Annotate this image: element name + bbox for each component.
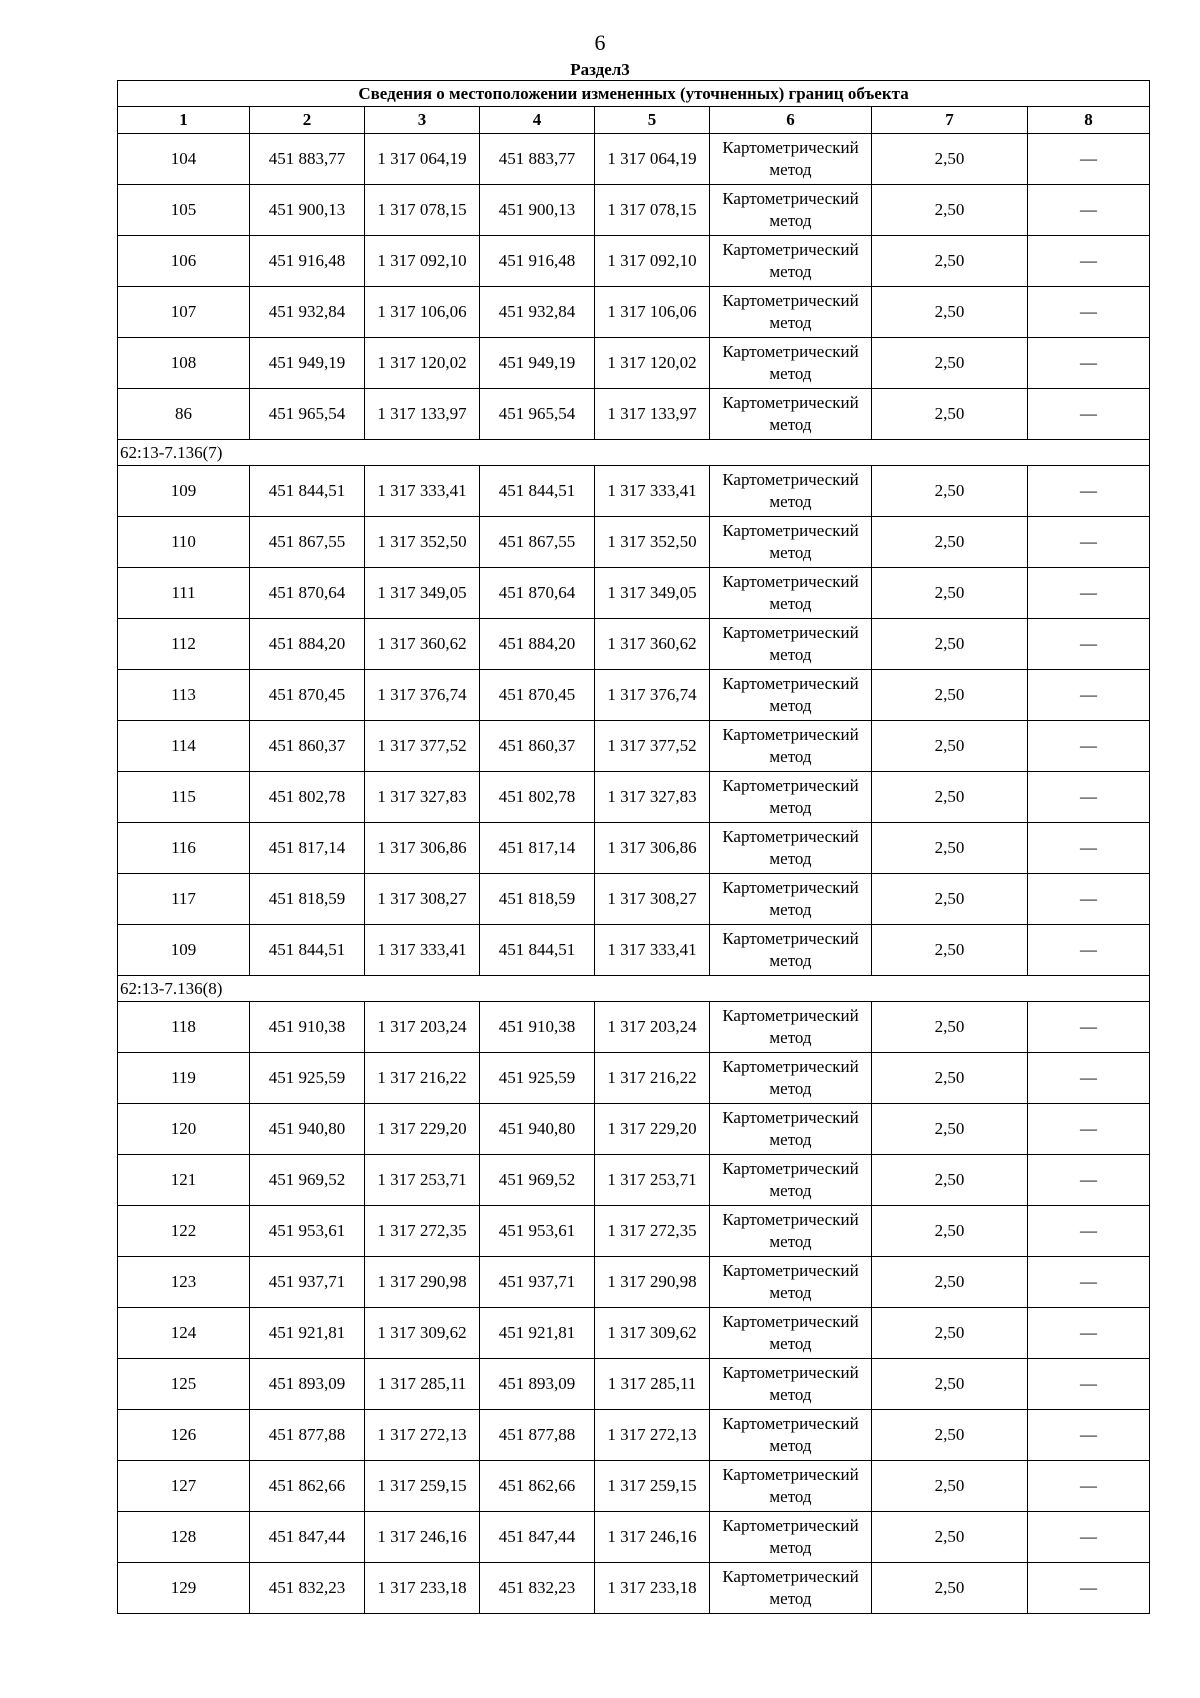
- existing-x-cell: 451 862,66: [250, 1461, 365, 1512]
- table-row: [118, 1155, 1150, 1206]
- existing-y-cell: 1 317 309,62: [365, 1308, 480, 1359]
- existing-y-cell: 1 317 246,16: [365, 1512, 480, 1563]
- existing-x-cell: 451 844,51: [250, 466, 365, 517]
- refined-x-cell: 451 844,51: [480, 466, 595, 517]
- point-number-cell: 122: [118, 1206, 250, 1257]
- note-cell: —: [1028, 721, 1150, 772]
- note-cell: —: [1028, 287, 1150, 338]
- refined-y-cell: 1 317 216,22: [595, 1053, 710, 1104]
- existing-x-cell: 451 870,64: [250, 568, 365, 619]
- note-cell: —: [1028, 619, 1150, 670]
- column-number: 2: [250, 107, 365, 134]
- existing-x-cell: 451 940,80: [250, 1104, 365, 1155]
- method-cell: Картометрический метод: [710, 670, 872, 721]
- existing-y-cell: 1 317 253,71: [365, 1155, 480, 1206]
- refined-x-cell: 451 949,19: [480, 338, 595, 389]
- method-cell: Картометрический метод: [710, 517, 872, 568]
- existing-x-cell: 451 844,51: [250, 925, 365, 976]
- point-number-cell: 86: [118, 389, 250, 440]
- method-cell: Картометрический метод: [710, 1410, 872, 1461]
- table-row: [118, 287, 1150, 338]
- existing-y-cell: 1 317 203,24: [365, 1002, 480, 1053]
- note-cell: —: [1028, 823, 1150, 874]
- refined-y-cell: 1 317 272,35: [595, 1206, 710, 1257]
- refined-x-cell: 451 883,77: [480, 134, 595, 185]
- method-cell: Картометрический метод: [710, 236, 872, 287]
- note-cell: —: [1028, 466, 1150, 517]
- refined-y-cell: 1 317 078,15: [595, 185, 710, 236]
- method-cell: Картометрический метод: [710, 568, 872, 619]
- note-cell: —: [1028, 772, 1150, 823]
- refined-x-cell: 451 893,09: [480, 1359, 595, 1410]
- point-number-cell: 112: [118, 619, 250, 670]
- existing-x-cell: 451 893,09: [250, 1359, 365, 1410]
- refined-y-cell: 1 317 203,24: [595, 1002, 710, 1053]
- existing-y-cell: 1 317 327,83: [365, 772, 480, 823]
- accuracy-cell: 2,50: [872, 670, 1028, 721]
- column-number: 1: [118, 107, 250, 134]
- accuracy-cell: 2,50: [872, 1053, 1028, 1104]
- existing-x-cell: 451 969,52: [250, 1155, 365, 1206]
- refined-x-cell: 451 925,59: [480, 1053, 595, 1104]
- accuracy-cell: 2,50: [872, 1512, 1028, 1563]
- existing-x-cell: 451 832,23: [250, 1563, 365, 1614]
- refined-x-cell: 451 916,48: [480, 236, 595, 287]
- table-row: [118, 568, 1150, 619]
- existing-x-cell: 451 847,44: [250, 1512, 365, 1563]
- point-number-cell: 129: [118, 1563, 250, 1614]
- accuracy-cell: 2,50: [872, 619, 1028, 670]
- refined-x-cell: 451 932,84: [480, 287, 595, 338]
- note-cell: —: [1028, 1206, 1150, 1257]
- accuracy-cell: 2,50: [872, 568, 1028, 619]
- refined-x-cell: 451 867,55: [480, 517, 595, 568]
- existing-y-cell: 1 317 106,06: [365, 287, 480, 338]
- point-number-cell: 111: [118, 568, 250, 619]
- existing-x-cell: 451 802,78: [250, 772, 365, 823]
- accuracy-cell: 2,50: [872, 236, 1028, 287]
- existing-x-cell: 451 817,14: [250, 823, 365, 874]
- accuracy-cell: 2,50: [872, 823, 1028, 874]
- accuracy-cell: 2,50: [872, 874, 1028, 925]
- column-number: 4: [480, 107, 595, 134]
- existing-x-cell: 451 916,48: [250, 236, 365, 287]
- existing-x-cell: 451 877,88: [250, 1410, 365, 1461]
- method-cell: Картометрический метод: [710, 338, 872, 389]
- refined-x-cell: 451 862,66: [480, 1461, 595, 1512]
- note-cell: —: [1028, 925, 1150, 976]
- point-number-cell: 105: [118, 185, 250, 236]
- refined-x-cell: 451 817,14: [480, 823, 595, 874]
- existing-y-cell: 1 317 333,41: [365, 466, 480, 517]
- refined-y-cell: 1 317 092,10: [595, 236, 710, 287]
- refined-y-cell: 1 317 272,13: [595, 1410, 710, 1461]
- point-number-cell: 126: [118, 1410, 250, 1461]
- refined-x-cell: 451 877,88: [480, 1410, 595, 1461]
- refined-x-cell: 451 818,59: [480, 874, 595, 925]
- refined-y-cell: 1 317 120,02: [595, 338, 710, 389]
- note-cell: —: [1028, 670, 1150, 721]
- accuracy-cell: 2,50: [872, 1002, 1028, 1053]
- table-row: [118, 721, 1150, 772]
- existing-y-cell: 1 317 259,15: [365, 1461, 480, 1512]
- existing-y-cell: 1 317 092,10: [365, 236, 480, 287]
- method-cell: Картометрический метод: [710, 389, 872, 440]
- point-number-cell: 104: [118, 134, 250, 185]
- point-number-cell: 114: [118, 721, 250, 772]
- method-cell: Картометрический метод: [710, 619, 872, 670]
- point-number-cell: 110: [118, 517, 250, 568]
- refined-y-cell: 1 317 133,97: [595, 389, 710, 440]
- refined-y-cell: 1 317 308,27: [595, 874, 710, 925]
- accuracy-cell: 2,50: [872, 772, 1028, 823]
- point-number-cell: 124: [118, 1308, 250, 1359]
- existing-x-cell: 451 921,81: [250, 1308, 365, 1359]
- method-cell: Картометрический метод: [710, 466, 872, 517]
- refined-x-cell: 451 937,71: [480, 1257, 595, 1308]
- existing-x-cell: 451 953,61: [250, 1206, 365, 1257]
- existing-y-cell: 1 317 349,05: [365, 568, 480, 619]
- existing-x-cell: 451 860,37: [250, 721, 365, 772]
- refined-x-cell: 451 953,61: [480, 1206, 595, 1257]
- method-cell: Картометрический метод: [710, 1206, 872, 1257]
- refined-y-cell: 1 317 285,11: [595, 1359, 710, 1410]
- existing-y-cell: 1 317 233,18: [365, 1563, 480, 1614]
- note-cell: —: [1028, 1308, 1150, 1359]
- point-number-cell: 106: [118, 236, 250, 287]
- refined-y-cell: 1 317 064,19: [595, 134, 710, 185]
- table-row: [118, 236, 1150, 287]
- refined-x-cell: 451 969,52: [480, 1155, 595, 1206]
- table-caption: Сведения о местоположении измененных (уточненных) границ объекта: [118, 81, 1150, 107]
- contour-group-row: [118, 440, 1150, 466]
- accuracy-cell: 2,50: [872, 1563, 1028, 1614]
- existing-y-cell: 1 317 078,15: [365, 185, 480, 236]
- existing-y-cell: 1 317 306,86: [365, 823, 480, 874]
- existing-y-cell: 1 317 229,20: [365, 1104, 480, 1155]
- refined-x-cell: 451 921,81: [480, 1308, 595, 1359]
- point-number-cell: 109: [118, 466, 250, 517]
- point-number-cell: 118: [118, 1002, 250, 1053]
- note-cell: —: [1028, 389, 1150, 440]
- refined-y-cell: 1 317 106,06: [595, 287, 710, 338]
- note-cell: —: [1028, 1257, 1150, 1308]
- refined-x-cell: 451 860,37: [480, 721, 595, 772]
- existing-y-cell: 1 317 285,11: [365, 1359, 480, 1410]
- table-row: [118, 338, 1150, 389]
- refined-y-cell: 1 317 333,41: [595, 466, 710, 517]
- method-cell: Картометрический метод: [710, 1257, 872, 1308]
- existing-y-cell: 1 317 376,74: [365, 670, 480, 721]
- table-row: [118, 1410, 1150, 1461]
- point-number-cell: 128: [118, 1512, 250, 1563]
- note-cell: —: [1028, 517, 1150, 568]
- point-number-cell: 120: [118, 1104, 250, 1155]
- note-cell: —: [1028, 1359, 1150, 1410]
- refined-y-cell: 1 317 259,15: [595, 1461, 710, 1512]
- existing-x-cell: 451 867,55: [250, 517, 365, 568]
- refined-x-cell: 451 870,64: [480, 568, 595, 619]
- accuracy-cell: 2,50: [872, 1206, 1028, 1257]
- column-number: 3: [365, 107, 480, 134]
- refined-y-cell: 1 317 229,20: [595, 1104, 710, 1155]
- table-row: [118, 1512, 1150, 1563]
- existing-y-cell: 1 317 272,13: [365, 1410, 480, 1461]
- point-number-cell: 115: [118, 772, 250, 823]
- refined-x-cell: 451 900,13: [480, 185, 595, 236]
- note-cell: —: [1028, 236, 1150, 287]
- accuracy-cell: 2,50: [872, 1308, 1028, 1359]
- existing-x-cell: 451 965,54: [250, 389, 365, 440]
- table-row: [118, 1257, 1150, 1308]
- existing-x-cell: 451 910,38: [250, 1002, 365, 1053]
- contour-group-row: [118, 976, 1150, 1002]
- column-number-row: [118, 107, 1150, 134]
- refined-y-cell: 1 317 349,05: [595, 568, 710, 619]
- note-cell: —: [1028, 1512, 1150, 1563]
- note-cell: —: [1028, 185, 1150, 236]
- point-number-cell: 125: [118, 1359, 250, 1410]
- table-row: [118, 1563, 1150, 1614]
- note-cell: —: [1028, 338, 1150, 389]
- refined-x-cell: 451 884,20: [480, 619, 595, 670]
- existing-x-cell: 451 870,45: [250, 670, 365, 721]
- table-row: [118, 619, 1150, 670]
- method-cell: Картометрический метод: [710, 772, 872, 823]
- method-cell: Картометрический метод: [710, 1563, 872, 1614]
- existing-y-cell: 1 317 360,62: [365, 619, 480, 670]
- refined-y-cell: 1 317 376,74: [595, 670, 710, 721]
- table-row: [118, 1461, 1150, 1512]
- note-cell: —: [1028, 568, 1150, 619]
- table-row: [118, 874, 1150, 925]
- point-number-cell: 117: [118, 874, 250, 925]
- existing-x-cell: 451 883,77: [250, 134, 365, 185]
- point-number-cell: 109: [118, 925, 250, 976]
- method-cell: Картометрический метод: [710, 1155, 872, 1206]
- table-row: [118, 1002, 1150, 1053]
- table-row: [118, 185, 1150, 236]
- existing-y-cell: 1 317 272,35: [365, 1206, 480, 1257]
- method-cell: Картометрический метод: [710, 1053, 872, 1104]
- accuracy-cell: 2,50: [872, 287, 1028, 338]
- refined-y-cell: 1 317 253,71: [595, 1155, 710, 1206]
- refined-x-cell: 451 910,38: [480, 1002, 595, 1053]
- table-row: [118, 1104, 1150, 1155]
- note-cell: —: [1028, 874, 1150, 925]
- refined-x-cell: 451 847,44: [480, 1512, 595, 1563]
- table-row: [118, 1053, 1150, 1104]
- existing-y-cell: 1 317 352,50: [365, 517, 480, 568]
- refined-x-cell: 451 965,54: [480, 389, 595, 440]
- contour-group-label: 62:13-7.136(8): [118, 976, 1150, 1002]
- refined-y-cell: 1 317 306,86: [595, 823, 710, 874]
- existing-y-cell: 1 317 308,27: [365, 874, 480, 925]
- method-cell: Картометрический метод: [710, 1308, 872, 1359]
- method-cell: Картометрический метод: [710, 1359, 872, 1410]
- table-row: [118, 1359, 1150, 1410]
- refined-y-cell: 1 317 333,41: [595, 925, 710, 976]
- note-cell: —: [1028, 134, 1150, 185]
- note-cell: —: [1028, 1410, 1150, 1461]
- refined-x-cell: 451 832,23: [480, 1563, 595, 1614]
- refined-y-cell: 1 317 309,62: [595, 1308, 710, 1359]
- refined-y-cell: 1 317 327,83: [595, 772, 710, 823]
- coordinates-table: [117, 80, 1150, 1614]
- refined-x-cell: 451 844,51: [480, 925, 595, 976]
- existing-y-cell: 1 317 216,22: [365, 1053, 480, 1104]
- existing-x-cell: 451 818,59: [250, 874, 365, 925]
- refined-y-cell: 1 317 233,18: [595, 1563, 710, 1614]
- accuracy-cell: 2,50: [872, 1461, 1028, 1512]
- method-cell: Картометрический метод: [710, 1002, 872, 1053]
- accuracy-cell: 2,50: [872, 389, 1028, 440]
- table-row: [118, 389, 1150, 440]
- method-cell: Картометрический метод: [710, 1104, 872, 1155]
- section-title: Раздел3: [570, 60, 630, 79]
- accuracy-cell: 2,50: [872, 1104, 1028, 1155]
- table-row: [118, 1308, 1150, 1359]
- method-cell: Картометрический метод: [710, 823, 872, 874]
- table-row: [118, 772, 1150, 823]
- method-cell: Картометрический метод: [710, 134, 872, 185]
- accuracy-cell: 2,50: [872, 1257, 1028, 1308]
- accuracy-cell: 2,50: [872, 134, 1028, 185]
- refined-x-cell: 451 802,78: [480, 772, 595, 823]
- refined-y-cell: 1 317 246,16: [595, 1512, 710, 1563]
- table-row: [118, 466, 1150, 517]
- point-number-cell: 107: [118, 287, 250, 338]
- note-cell: —: [1028, 1002, 1150, 1053]
- method-cell: Картометрический метод: [710, 925, 872, 976]
- column-number: 6: [710, 107, 872, 134]
- point-number-cell: 116: [118, 823, 250, 874]
- table-row: [118, 670, 1150, 721]
- method-cell: Картометрический метод: [710, 287, 872, 338]
- point-number-cell: 121: [118, 1155, 250, 1206]
- column-number: 5: [595, 107, 710, 134]
- contour-group-label: 62:13-7.136(7): [118, 440, 1150, 466]
- method-cell: Картометрический метод: [710, 185, 872, 236]
- existing-x-cell: 451 932,84: [250, 287, 365, 338]
- accuracy-cell: 2,50: [872, 338, 1028, 389]
- accuracy-cell: 2,50: [872, 925, 1028, 976]
- point-number-cell: 123: [118, 1257, 250, 1308]
- existing-y-cell: 1 317 333,41: [365, 925, 480, 976]
- table-row: [118, 134, 1150, 185]
- existing-y-cell: 1 317 133,97: [365, 389, 480, 440]
- existing-y-cell: 1 317 377,52: [365, 721, 480, 772]
- accuracy-cell: 2,50: [872, 1359, 1028, 1410]
- table-row: [118, 925, 1150, 976]
- existing-y-cell: 1 317 290,98: [365, 1257, 480, 1308]
- table-row: [118, 1206, 1150, 1257]
- existing-x-cell: 451 900,13: [250, 185, 365, 236]
- method-cell: Картометрический метод: [710, 874, 872, 925]
- point-number-cell: 113: [118, 670, 250, 721]
- method-cell: Картометрический метод: [710, 1512, 872, 1563]
- accuracy-cell: 2,50: [872, 1155, 1028, 1206]
- refined-y-cell: 1 317 290,98: [595, 1257, 710, 1308]
- refined-y-cell: 1 317 360,62: [595, 619, 710, 670]
- refined-x-cell: 451 870,45: [480, 670, 595, 721]
- existing-y-cell: 1 317 120,02: [365, 338, 480, 389]
- existing-x-cell: 451 884,20: [250, 619, 365, 670]
- accuracy-cell: 2,50: [872, 185, 1028, 236]
- existing-y-cell: 1 317 064,19: [365, 134, 480, 185]
- refined-x-cell: 451 940,80: [480, 1104, 595, 1155]
- table-row: [118, 823, 1150, 874]
- page-number: 6: [594, 30, 606, 55]
- note-cell: —: [1028, 1461, 1150, 1512]
- existing-x-cell: 451 937,71: [250, 1257, 365, 1308]
- accuracy-cell: 2,50: [872, 517, 1028, 568]
- note-cell: —: [1028, 1563, 1150, 1614]
- column-number: 8: [1028, 107, 1150, 134]
- existing-x-cell: 451 925,59: [250, 1053, 365, 1104]
- note-cell: —: [1028, 1104, 1150, 1155]
- refined-y-cell: 1 317 352,50: [595, 517, 710, 568]
- point-number-cell: 127: [118, 1461, 250, 1512]
- accuracy-cell: 2,50: [872, 466, 1028, 517]
- table-row: [118, 517, 1150, 568]
- existing-x-cell: 451 949,19: [250, 338, 365, 389]
- point-number-cell: 119: [118, 1053, 250, 1104]
- refined-y-cell: 1 317 377,52: [595, 721, 710, 772]
- column-number: 7: [872, 107, 1028, 134]
- point-number-cell: 108: [118, 338, 250, 389]
- method-cell: Картометрический метод: [710, 1461, 872, 1512]
- accuracy-cell: 2,50: [872, 721, 1028, 772]
- method-cell: Картометрический метод: [710, 721, 872, 772]
- note-cell: —: [1028, 1155, 1150, 1206]
- note-cell: —: [1028, 1053, 1150, 1104]
- accuracy-cell: 2,50: [872, 1410, 1028, 1461]
